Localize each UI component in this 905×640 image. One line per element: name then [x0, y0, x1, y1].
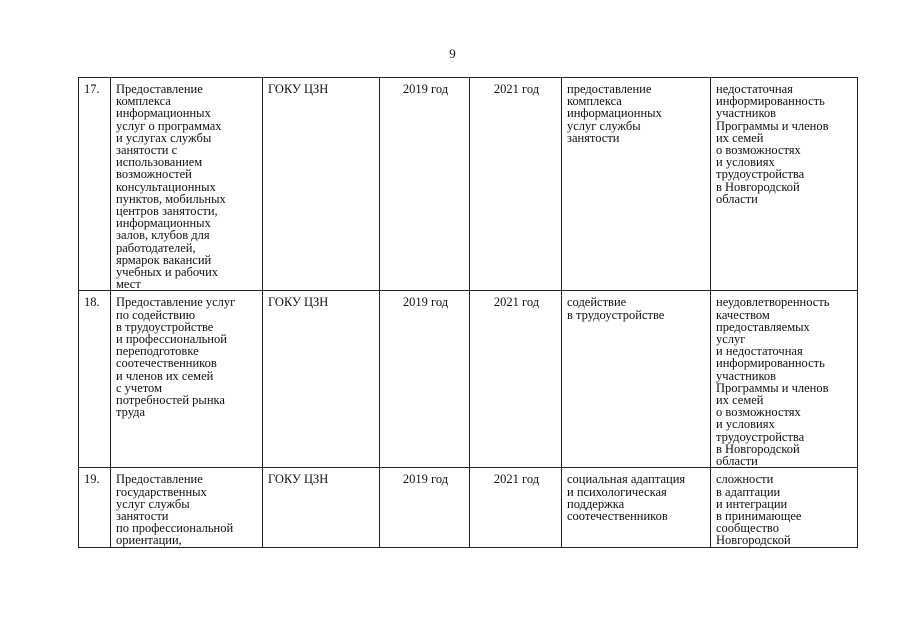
risk-line: недостаточная — [716, 82, 793, 96]
activity-line: и услугах службы — [116, 130, 212, 145]
risk-cell — [711, 78, 858, 291]
executor-cell: ГОКУ ЦЗН — [263, 468, 380, 548]
activity-line: учебных и рабочих — [116, 265, 219, 280]
activity-line: центров занятости, — [116, 204, 218, 219]
risk-line: информированность — [716, 356, 825, 371]
risk-line: в адаптации — [716, 484, 781, 499]
risk-line: трудоустройства — [716, 167, 805, 182]
page-number: 9 — [449, 46, 456, 61]
measures-table — [78, 77, 858, 548]
result-line: содействие — [567, 295, 627, 310]
activity-line: занятости — [116, 508, 169, 523]
activity-line: по содействию — [116, 307, 196, 322]
activity-cell — [111, 78, 263, 291]
risk-cell — [711, 291, 858, 468]
result-cell — [562, 291, 711, 468]
activity-line: Предоставление — [116, 82, 203, 96]
activity-line: пунктов, мобильных — [116, 191, 226, 206]
activity-line: государственных — [116, 484, 207, 499]
result-line: комплекса — [567, 94, 622, 109]
result-line: и психологическая — [567, 484, 667, 499]
risk-line: области — [716, 454, 758, 468]
end-date-cell: 2021 год — [470, 468, 562, 548]
risk-line: Программы и членов — [716, 118, 829, 133]
start-date-cell: 2019 год — [380, 78, 470, 291]
start-date-cell: 2019 год — [380, 468, 470, 548]
activity-line: консультационных — [116, 179, 216, 194]
activity-line: труда — [116, 405, 146, 420]
risk-line: услуг — [716, 332, 746, 347]
risk-line: их семей — [716, 393, 764, 408]
table-row — [79, 78, 858, 291]
risk-line: их семей — [716, 130, 764, 145]
activity-line: Предоставление услуг — [116, 295, 236, 310]
executor-cell: ГОКУ ЦЗН — [263, 291, 380, 468]
result-cell — [562, 78, 711, 291]
activity-line: ярмарок вакансий — [116, 252, 212, 267]
activity-line: с учетом — [116, 380, 162, 395]
result-cell — [562, 468, 711, 548]
risk-line: и интеграции — [716, 496, 788, 511]
executor-cell: ГОКУ ЦЗН — [263, 78, 380, 291]
activity-line: переподготовке — [116, 344, 199, 359]
risk-line: в Новгородской — [716, 441, 800, 456]
activity-line: соотечественников — [116, 356, 217, 371]
activity-line: и профессиональной — [116, 332, 227, 347]
risk-line: сообщество — [716, 521, 779, 536]
result-line: соотечественников — [567, 508, 668, 523]
risk-line: области — [716, 191, 758, 206]
activity-line: залов, клубов для — [116, 228, 210, 243]
table-body — [79, 78, 858, 548]
row-number-cell: 19. — [79, 468, 111, 548]
risk-line: и недостаточная — [716, 344, 803, 359]
risk-line: Программы и членов — [716, 380, 829, 395]
result-line: в трудоустройстве — [567, 307, 665, 322]
risk-line: участников — [716, 106, 777, 121]
activity-line: занятости с — [116, 143, 178, 158]
activity-line: Предоставление — [116, 472, 203, 487]
activity-line: потребностей рынка — [116, 393, 225, 408]
result-line: поддержка — [567, 496, 625, 511]
activity-line: услуг службы — [116, 496, 190, 511]
activity-line: работодателей, — [116, 240, 196, 255]
result-line: занятости — [567, 130, 620, 145]
activity-cell — [111, 291, 263, 468]
result-line: социальная адаптация — [567, 472, 686, 487]
activity-line: возможностей — [116, 167, 192, 182]
row-number-cell: 17. — [79, 78, 111, 291]
end-date-cell: 2021 год — [470, 291, 562, 468]
risk-line: участников — [716, 368, 777, 383]
activity-line: информационных — [116, 216, 211, 231]
risk-line: в принимающее — [716, 508, 802, 523]
table-row — [79, 468, 858, 548]
activity-line: по профессиональной — [116, 521, 234, 536]
activity-line: использованием — [116, 155, 203, 170]
risk-line: предоставляемых — [716, 319, 810, 334]
risk-line: Новгородской — [716, 533, 791, 548]
activity-line: информационных — [116, 106, 211, 121]
risk-line: о возможностях — [716, 143, 801, 158]
activity-line: услуг о программах — [116, 118, 222, 133]
risk-cell — [711, 468, 858, 548]
activity-line: в трудоустройстве — [116, 319, 214, 334]
risk-line: информированность — [716, 94, 825, 109]
risk-line: и условиях — [716, 417, 775, 432]
risk-line: трудоустройства — [716, 429, 805, 444]
risk-line: и условиях — [716, 155, 775, 170]
row-number-cell: 18. — [79, 291, 111, 468]
risk-line: сложности — [716, 472, 774, 487]
risk-line: качеством — [716, 307, 770, 322]
risk-line: неудовлетворенность — [716, 295, 830, 310]
activity-line: комплекса — [116, 94, 171, 109]
activity-line: ориентации, — [116, 533, 182, 548]
activity-line: и членов их семей — [116, 368, 214, 383]
start-date-cell: 2019 год — [380, 291, 470, 468]
activity-cell — [111, 468, 263, 548]
risk-line: о возможностях — [716, 405, 801, 420]
risk-line: в Новгородской — [716, 179, 800, 194]
result-line: информационных — [567, 106, 662, 121]
table-row — [79, 291, 858, 468]
activity-line: мест — [116, 277, 141, 291]
result-line: услуг службы — [567, 118, 641, 133]
end-date-cell: 2021 год — [470, 78, 562, 291]
result-line: предоставление — [567, 82, 652, 96]
